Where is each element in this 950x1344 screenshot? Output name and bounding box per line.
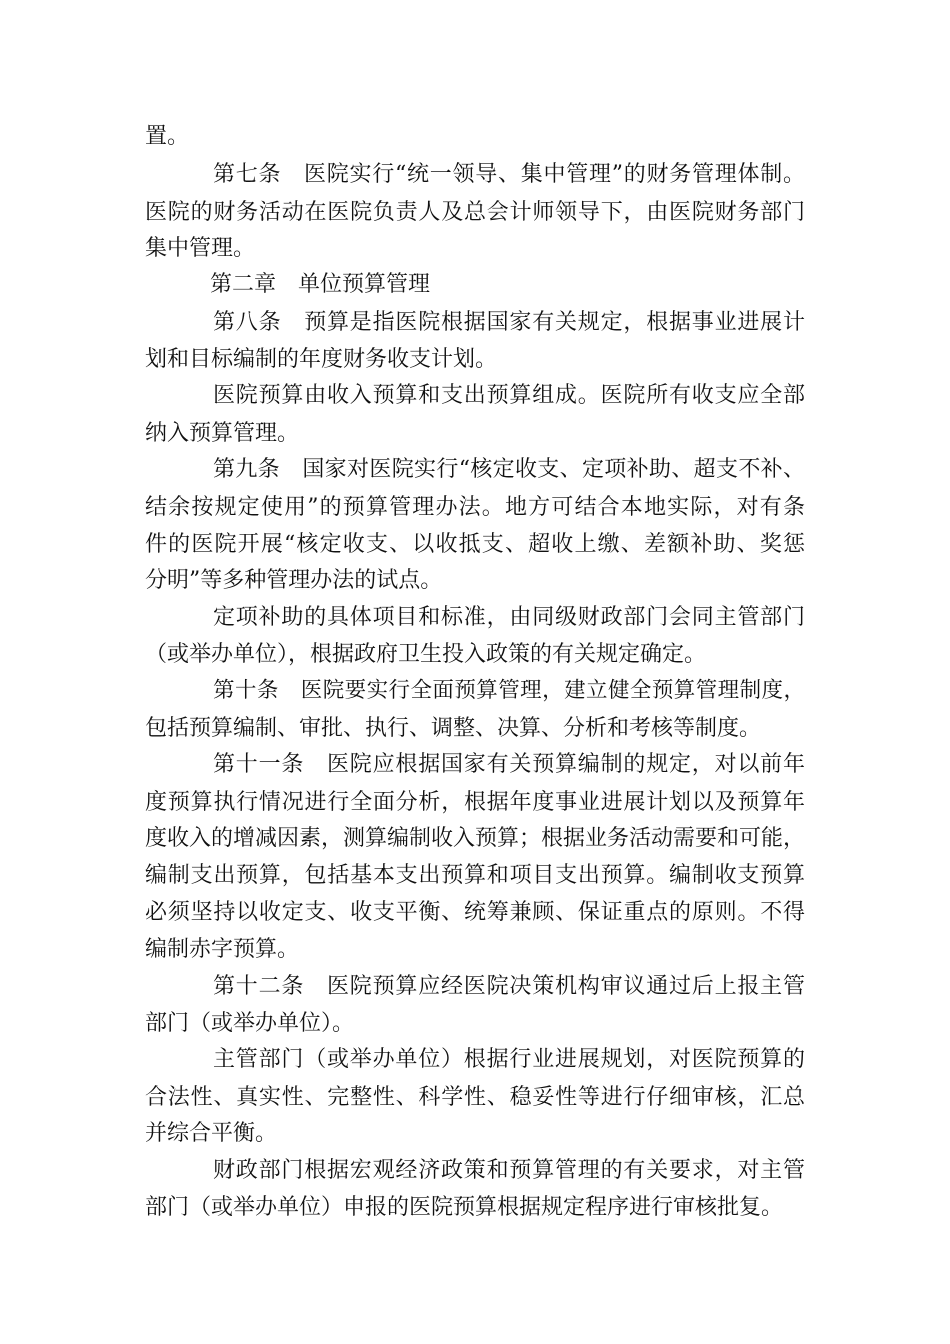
text-line: 纳入预算管理。 [145, 421, 300, 446]
text-line: 财政部门根据宏观经济政策和预算管理的有关要求，对主管 [213, 1158, 805, 1183]
text-line: 第八条 预算是指医院根据国家有关规定，根据事业进展计 [213, 310, 805, 335]
text-line: 划和目标编制的年度财务收支计划。 [145, 347, 498, 372]
text-line: 第十条 医院要实行全面预算管理，建立健全预算管理制度， [213, 678, 805, 703]
text-line: 部门（或举办单位）申报的医院预算根据规定程序进行审核批复。 [145, 1195, 784, 1220]
text-line: 定项补助的具体项目和标准，由同级财政部门会同主管部门 [213, 605, 805, 630]
text-line: 并综合平衡。 [145, 1121, 278, 1146]
text-line: 编制支出预算，包括基本支出预算和项目支出预算。编制收支预算 [145, 863, 805, 888]
text-line: 集中管理。 [145, 236, 256, 261]
text-line: 医院的财务活动在医院负责人及总会计师领导下，由医院财务部门 [145, 200, 805, 225]
text-line: 件的医院开展“核定收支、以收抵支、超收上缴、差额补助、奖惩 [145, 532, 805, 557]
text-line: 第九条 国家对医院实行“核定收支、定项补助、超支不补、 [213, 457, 805, 482]
text-line: （或举办单位），根据政府卫生投入政策的有关规定确定。 [145, 642, 707, 667]
text-line: 分明”等多种管理办法的试点。 [145, 568, 443, 593]
text-line: 置。 [145, 124, 190, 149]
chapter-heading: 第二章 单位预算管理 [210, 272, 431, 297]
text-line: 主管部门（或举办单位）根据行业进展规划，对医院预算的 [213, 1047, 805, 1072]
text-line: 合法性、真实性、完整性、科学性、稳妥性等进行仔细审核，汇总 [145, 1085, 805, 1110]
text-line: 第七条 医院实行“统一领导、集中管理”的财务管理体制。 [213, 162, 805, 187]
text-line: 第十一条 医院应根据国家有关预算编制的规定，对以前年 [213, 752, 805, 777]
text-line: 包括预算编制、审批、执行、调整、决算、分析和考核等制度。 [145, 716, 762, 741]
text-line: 必须坚持以收定支、收支平衡、统筹兼顾、保证重点的原则。不得 [145, 900, 805, 925]
text-line: 度预算执行情况进行全面分析，根据年度事业进展计划以及预算年 [145, 790, 805, 815]
text-line: 度收入的增减因素，测算编制收入预算；根据业务活动需要和可能， [145, 826, 806, 851]
text-line: 部门（或举办单位）。 [145, 1011, 355, 1036]
text-line: 编制赤字预算。 [145, 937, 300, 962]
text-line: 医院预算由收入预算和支出预算组成。医院所有收支应全部 [213, 383, 805, 408]
text-line: 第十二条 医院预算应经医院决策机构审议通过后上报主管 [213, 974, 805, 999]
text-line: 结余按规定使用”的预算管理办法。地方可结合本地实际，对有条 [145, 495, 805, 520]
